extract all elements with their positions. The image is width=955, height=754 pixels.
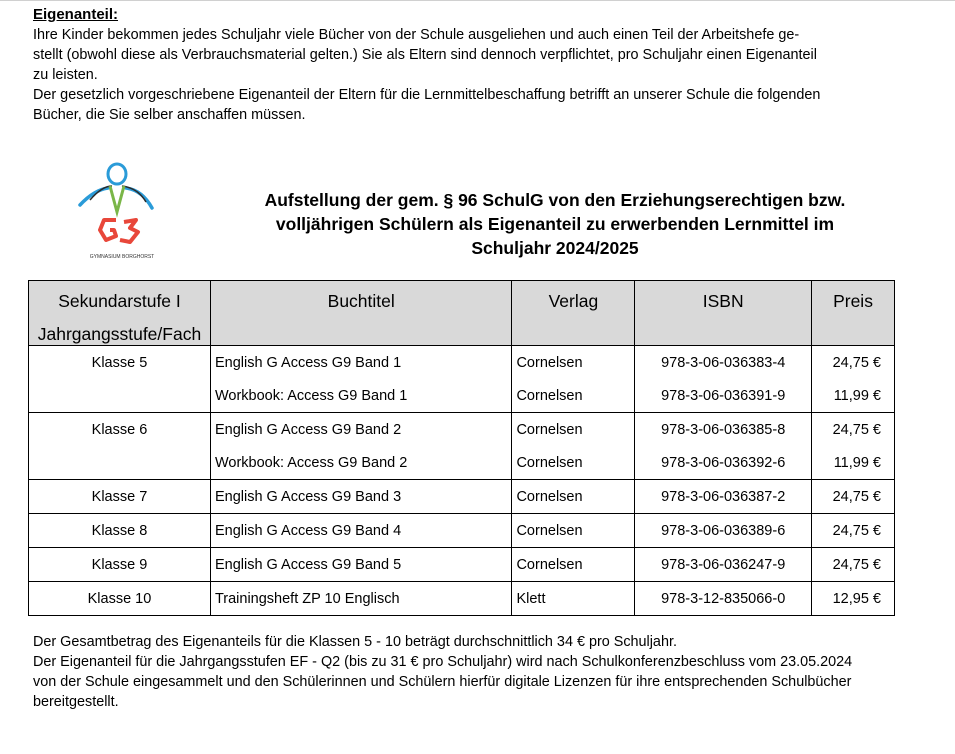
publisher-cell: Klett <box>512 582 635 616</box>
footer-line: von der Schule eingesammelt und den Schülerinnen und Schülern hierfür digitale Lizenzen für ihre entsprechenden Schulbücher <box>33 674 852 690</box>
table-header-row <box>29 281 895 346</box>
publisher-cell: Cornelsen <box>512 413 635 447</box>
publisher-cell: Cornelsen <box>512 514 635 548</box>
title-cell: English G Access G9 Band 5 <box>210 548 512 582</box>
grade-cell <box>29 379 211 413</box>
table-row <box>29 514 895 548</box>
logo-caption: GYMNASIUM BORGHORST <box>89 254 155 260</box>
publisher-cell: Cornelsen <box>512 480 635 514</box>
grade-cell: Klasse 7 <box>29 480 211 514</box>
header-isbn: ISBN <box>635 281 812 346</box>
title-cell: English G Access G9 Band 3 <box>210 480 512 514</box>
intro-line: Ihre Kinder bekommen jedes Schuljahr viele Bücher von der Schule ausgeliehen und auch einen Teil der Arbeitshefe ge- <box>33 27 800 43</box>
title-cell: Workbook: Access G9 Band 2 <box>210 446 512 480</box>
header-grade: Sekundarstufe I Jahrgangsstufe/Fach <box>29 281 211 346</box>
school-logo-icon <box>72 160 172 265</box>
isbn-cell: 978-3-06-036247-9 <box>635 548 812 582</box>
price-cell: 24,75 € <box>812 480 895 514</box>
footer-section <box>33 632 933 712</box>
title-cell: English G Access G9 Band 1 <box>210 346 512 380</box>
price-cell: 24,75 € <box>812 346 895 380</box>
publisher-cell: Cornelsen <box>512 379 635 413</box>
page-top-border <box>0 0 955 1</box>
table-row <box>29 346 895 380</box>
intro-line: zu leisten. <box>33 67 98 83</box>
grade-cell: Klasse 6 <box>29 413 211 447</box>
footer-line: bereitgestellt. <box>33 694 119 710</box>
intro-line: stellt (obwohl diese als Verbrauchsmaterial gelten.) Sie als Eltern sind dennoch verpflichtet, pro Schuljahr einen Eigenanteil <box>33 47 817 63</box>
logo-head <box>108 164 126 184</box>
grade-cell <box>29 446 211 480</box>
title-cell: Workbook: Access G9 Band 1 <box>210 379 512 413</box>
document-title <box>215 188 895 260</box>
price-cell: 24,75 € <box>812 514 895 548</box>
intro-line: Der gesetzlich vorgeschriebene Eigenanteil der Eltern für die Lernmittelbeschaffung betrifft an unserer Schule die folgenden <box>33 87 821 103</box>
isbn-cell: 978-3-06-036389-6 <box>635 514 812 548</box>
logo-letters <box>100 220 138 242</box>
price-cell: 12,95 € <box>812 582 895 616</box>
intro-section <box>33 5 933 125</box>
table-row <box>29 548 895 582</box>
header-price: Preis <box>812 281 895 346</box>
publisher-cell: Cornelsen <box>512 446 635 480</box>
publisher-cell: Cornelsen <box>512 346 635 380</box>
title-cell: English G Access G9 Band 2 <box>210 413 512 447</box>
title-cell: Trainingsheft ZP 10 Englisch <box>210 582 512 616</box>
table-row <box>29 379 895 413</box>
header-publisher: Verlag <box>512 281 635 346</box>
title-cell: English G Access G9 Band 4 <box>210 514 512 548</box>
section-heading: Eigenanteil: <box>33 6 119 23</box>
table-row <box>29 582 895 616</box>
table-row <box>29 480 895 514</box>
title-line: Schuljahr 2024/2025 <box>471 238 639 258</box>
grade-cell: Klasse 10 <box>29 582 211 616</box>
grade-cell: Klasse 5 <box>29 346 211 380</box>
isbn-cell: 978-3-12-835066-0 <box>635 582 812 616</box>
grade-cell: Klasse 9 <box>29 548 211 582</box>
title-line: Aufstellung der gem. § 96 SchulG von den Erziehungserechtigen bzw. <box>264 190 846 210</box>
grade-cell: Klasse 8 <box>29 514 211 548</box>
price-cell: 11,99 € <box>812 446 895 480</box>
title-line: volljährigen Schülern als Eigenanteil zu erwerbenden Lernmittel im <box>275 214 835 234</box>
table-row <box>29 446 895 480</box>
price-cell: 24,75 € <box>812 413 895 447</box>
intro-line: Bücher, die Sie selber anschaffen müssen. <box>33 107 306 123</box>
isbn-cell: 978-3-06-036387-2 <box>635 480 812 514</box>
price-cell: 24,75 € <box>812 548 895 582</box>
isbn-cell: 978-3-06-036392-6 <box>635 446 812 480</box>
isbn-cell: 978-3-06-036391-9 <box>635 379 812 413</box>
isbn-cell: 978-3-06-036385-8 <box>635 413 812 447</box>
isbn-cell: 978-3-06-036383-4 <box>635 346 812 380</box>
logo-body <box>110 186 124 212</box>
book-table <box>28 280 895 616</box>
publisher-cell: Cornelsen <box>512 548 635 582</box>
header-title: Buchtitel <box>210 281 512 346</box>
footer-line: Der Gesamtbetrag des Eigenanteils für die Klassen 5 - 10 beträgt durchschnittlich 34 € pro Schuljahr. <box>33 634 677 650</box>
footer-line: Der Eigenanteil für die Jahrgangsstufen EF - Q2 (bis zu 31 € pro Schuljahr) wird nach Schulkonferenzbeschluss vom 23.05.2024 <box>33 654 853 670</box>
price-cell: 11,99 € <box>812 379 895 413</box>
table-row <box>29 413 895 447</box>
